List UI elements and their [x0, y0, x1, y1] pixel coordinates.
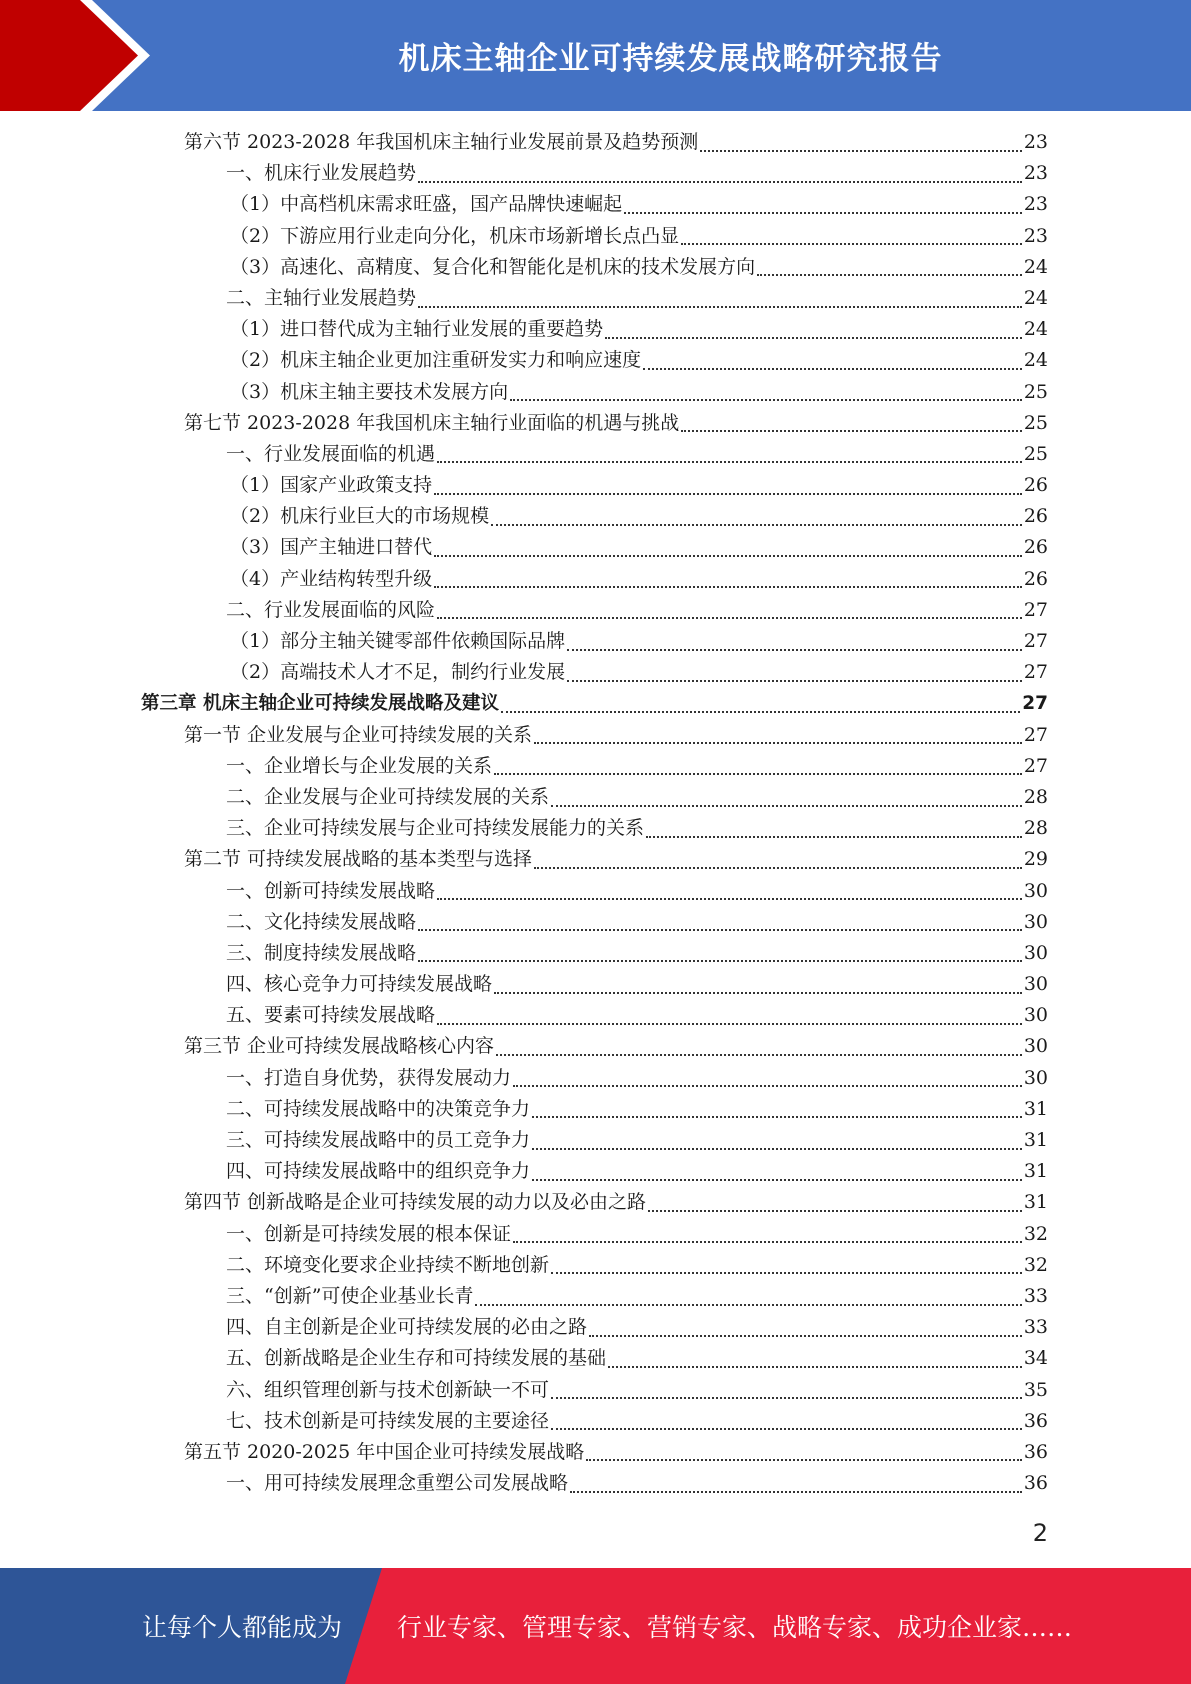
red-chevron-icon	[0, 0, 160, 111]
toc-entry[interactable]	[0, 1125, 1191, 1156]
toc-entry[interactable]	[0, 470, 1191, 501]
toc-entry-page: 27	[1023, 598, 1048, 621]
toc-entry-page: 33	[1023, 1316, 1048, 1339]
toc-entry-page: 23	[1023, 224, 1048, 247]
toc-section[interactable]	[0, 408, 1191, 439]
toc-entry-page: 28	[1023, 817, 1048, 840]
toc-entry[interactable]	[0, 1343, 1191, 1374]
toc-entry-page: 27	[1022, 693, 1048, 715]
toc-entry-title: 一、行业发展面临的机遇	[226, 442, 436, 465]
dot-leader	[418, 306, 1022, 308]
toc-entry-title: 第二节 可持续发展战略的基本类型与选择	[184, 848, 533, 871]
toc-entry-page: 34	[1023, 1347, 1048, 1370]
toc-entry[interactable]	[0, 252, 1191, 283]
toc-entry-title: 五、要素可持续发展战略	[226, 1004, 436, 1027]
dot-leader	[437, 898, 1022, 900]
dot-leader	[624, 212, 1022, 214]
toc-entry[interactable]	[0, 595, 1191, 626]
page-header	[0, 0, 1191, 111]
toc-entry[interactable]	[0, 1375, 1191, 1406]
toc-entry-page: 35	[1023, 1378, 1048, 1401]
toc-entry-page: 23	[1023, 162, 1048, 185]
toc-entry-page: 36	[1023, 1472, 1048, 1495]
toc-entry-page: 28	[1023, 785, 1048, 808]
dot-leader	[567, 649, 1022, 651]
toc-entry[interactable]	[0, 1312, 1191, 1343]
toc-entry-title: 五、创新战略是企业生存和可持续发展的基础	[226, 1347, 607, 1370]
dot-leader	[494, 992, 1022, 994]
toc-entry-title: 二、企业发展与企业可持续发展的关系	[226, 785, 550, 808]
dot-leader	[586, 1459, 1022, 1461]
dot-leader	[532, 1179, 1022, 1181]
toc-entry[interactable]	[0, 532, 1191, 563]
toc-entry[interactable]	[0, 657, 1191, 688]
toc-section[interactable]	[0, 127, 1191, 158]
toc-entry-title: 一、创新是可持续发展的根本保证	[226, 1222, 512, 1245]
toc-entry-title: （1）进口替代成为主轴行业发展的重要趋势	[230, 318, 604, 341]
dot-leader	[532, 1148, 1022, 1150]
toc-entry-page: 36	[1023, 1440, 1048, 1463]
toc-entry-page: 27	[1023, 630, 1048, 652]
toc-entry[interactable]	[0, 938, 1191, 969]
dot-leader	[475, 1304, 1021, 1306]
toc-entry-title: 第七节 2023-2028 年我国机床主轴行业面临的机遇与挑战	[184, 411, 680, 434]
toc-entry-title: 四、核心竞争力可持续发展战略	[226, 973, 493, 996]
footer-slogan-left: 让每个人都能成为	[142, 1613, 343, 1642]
toc-entry-title: 六、组织管理创新与技术创新缺一不可	[226, 1378, 550, 1401]
dot-leader	[434, 493, 1022, 495]
toc-entry-title: 二、行业发展面临的风险	[226, 598, 436, 621]
toc-entry-title: （4）产业结构转型升级	[230, 567, 433, 590]
toc-entry-title: （2）机床主轴企业更加注重研发实力和响应速度	[230, 349, 642, 372]
toc-entry[interactable]	[0, 1000, 1191, 1031]
toc-entry[interactable]	[0, 876, 1191, 907]
toc-entry[interactable]	[0, 969, 1191, 1000]
dot-leader	[434, 586, 1022, 588]
toc-entry[interactable]	[0, 751, 1191, 782]
toc-section[interactable]	[0, 844, 1191, 875]
dot-leader	[513, 1241, 1022, 1243]
toc-entry-page: 24	[1023, 349, 1048, 372]
toc-entry[interactable]	[0, 345, 1191, 376]
toc-entry-page: 30	[1023, 1066, 1048, 1089]
toc-entry-title: 三、可持续发展战略中的员工竞争力	[226, 1129, 531, 1151]
toc-entry-page: 30	[1023, 1004, 1048, 1027]
toc-entry-title: 四、自主创新是企业可持续发展的必由之路	[226, 1316, 588, 1339]
toc-entry[interactable]	[0, 564, 1191, 595]
toc-entry-page: 23	[1023, 131, 1048, 153]
toc-section[interactable]	[0, 1187, 1191, 1218]
toc-entry[interactable]	[0, 1468, 1191, 1499]
toc-entry-title: 二、可持续发展战略中的决策竞争力	[226, 1097, 531, 1120]
toc-entry-title: 第三节 企业可持续发展战略核心内容	[184, 1035, 495, 1058]
toc-entry-page: 26	[1023, 567, 1048, 590]
toc-entry-title: 第五节 2020-2025 年中国企业可持续发展战略	[184, 1440, 585, 1463]
toc-entry-page: 27	[1023, 754, 1048, 777]
toc-entry[interactable]	[0, 1219, 1191, 1250]
toc-entry-page: 32	[1023, 1253, 1048, 1276]
dot-leader	[418, 960, 1022, 962]
toc-section[interactable]	[0, 1031, 1191, 1062]
dot-leader	[605, 337, 1022, 339]
dot-leader	[570, 1491, 1022, 1493]
toc-entry[interactable]	[0, 782, 1191, 813]
toc-entry[interactable]	[0, 907, 1191, 938]
dot-leader	[532, 1116, 1022, 1118]
toc-entry-title: （2）机床行业巨大的市场规模	[230, 505, 490, 528]
dot-leader	[501, 711, 1020, 713]
toc-entry[interactable]	[0, 189, 1191, 220]
toc-entry-title: 三、制度持续发展战略	[226, 941, 417, 964]
toc-entry-title: 四、可持续发展战略中的组织竞争力	[226, 1160, 531, 1183]
toc-entry-page: 31	[1023, 1191, 1048, 1214]
dot-leader	[608, 1366, 1022, 1368]
dot-leader	[681, 430, 1022, 432]
toc-entry-title: （2）高端技术人才不足，制约行业发展	[230, 661, 566, 684]
dot-leader	[494, 773, 1022, 775]
dot-leader	[681, 243, 1022, 245]
toc-entry-page: 31	[1023, 1129, 1048, 1151]
toc-entry-title: （1）部分主轴关键零部件依赖国际品牌	[230, 630, 566, 652]
toc-entry[interactable]	[0, 1063, 1191, 1094]
toc-entry[interactable]	[0, 1281, 1191, 1312]
toc-section[interactable]	[0, 1437, 1191, 1468]
toc-entry-title: （3）机床主轴主要技术发展方向	[230, 380, 509, 403]
toc-entry-page: 24	[1023, 255, 1048, 278]
dot-leader	[434, 555, 1022, 557]
toc-entry-title: （2）下游应用行业走向分化，机床市场新增长点凸显	[230, 224, 680, 247]
toc-entry-page: 24	[1023, 318, 1048, 341]
toc-entry-page: 26	[1023, 505, 1048, 528]
footer-slogan-right: 行业专家、管理专家、营销专家、战略专家、成功企业家……	[397, 1613, 1073, 1642]
dot-leader	[437, 617, 1022, 619]
dot-leader	[496, 1054, 1022, 1056]
toc-entry[interactable]	[0, 1156, 1191, 1187]
dot-leader	[646, 836, 1022, 838]
toc-entry-title: 第一节 企业发展与企业可持续发展的关系	[184, 723, 533, 746]
toc-entry-page: 32	[1023, 1222, 1048, 1245]
dot-leader	[437, 461, 1022, 463]
toc-entry-page: 25	[1023, 411, 1048, 434]
toc-entry-title: （1）中高档机床需求旺盛，国产品牌快速崛起	[230, 193, 623, 216]
toc-entry-page: 26	[1023, 536, 1048, 559]
toc-entry[interactable]	[0, 626, 1191, 657]
toc-entry-page: 30	[1023, 879, 1048, 902]
dot-leader	[513, 1085, 1022, 1087]
toc-entry-page: 25	[1023, 380, 1048, 403]
toc-section[interactable]	[0, 720, 1191, 751]
page-number: 2	[1032, 1519, 1048, 1547]
toc-entry-page: 27	[1023, 723, 1048, 746]
toc-entry-page: 24	[1023, 286, 1048, 309]
toc-entry-page: 36	[1023, 1409, 1048, 1432]
toc-entry-page: 30	[1023, 973, 1048, 996]
dot-leader	[757, 274, 1022, 276]
dot-leader	[491, 524, 1022, 526]
toc-entry-title: （1）国家产业政策支持	[230, 474, 433, 497]
toc-entry-page: 31	[1023, 1160, 1048, 1183]
toc-entry-page: 29	[1023, 848, 1048, 871]
dot-leader	[551, 1428, 1022, 1430]
toc-entry[interactable]	[0, 439, 1191, 470]
dot-leader	[589, 1335, 1022, 1337]
report-title: 机床主轴企业可持续发展战略研究报告	[398, 41, 943, 77]
dot-leader	[567, 680, 1022, 682]
toc-entry[interactable]	[0, 158, 1191, 189]
toc-entry-title: 七、技术创新是可持续发展的主要途径	[226, 1409, 550, 1432]
toc-entry-page: 33	[1023, 1284, 1048, 1307]
dot-leader	[551, 805, 1022, 807]
toc-entry-page: 30	[1023, 1035, 1048, 1058]
toc-chapter[interactable]	[0, 688, 1191, 719]
toc-entry-page: 26	[1023, 474, 1048, 497]
dot-leader	[534, 742, 1022, 744]
toc-entry[interactable]	[0, 813, 1191, 844]
page-footer	[0, 1568, 1191, 1684]
toc-entry-title: 一、用可持续发展理念重塑公司发展战略	[226, 1472, 569, 1495]
toc-entry-title: （3）国产主轴进口替代	[230, 536, 433, 559]
dot-leader	[551, 1397, 1022, 1399]
dot-leader	[700, 150, 1022, 152]
toc-entry-title: 二、文化持续发展战略	[226, 910, 417, 933]
dot-leader	[643, 368, 1022, 370]
toc-entry-title: 第三章 机床主轴企业可持续发展战略及建议	[141, 693, 499, 715]
toc-entry-title: 第四节 创新战略是企业可持续发展的动力以及必由之路	[184, 1191, 647, 1214]
toc-entry-title: 三、“创新”可使企业基业长青	[226, 1284, 474, 1307]
toc-entry[interactable]	[0, 1094, 1191, 1125]
toc-entry-title: 一、机床行业发展趋势	[226, 162, 417, 185]
dot-leader	[418, 929, 1022, 931]
toc-entry-title: 一、打造自身优势，获得发展动力	[226, 1066, 512, 1089]
toc-entry[interactable]	[0, 283, 1191, 314]
toc-entry-title: 第六节 2023-2028 年我国机床主轴行业发展前景及趋势预测	[184, 131, 699, 153]
toc-entry-page: 30	[1023, 910, 1048, 933]
toc-entry[interactable]	[0, 1406, 1191, 1437]
dot-leader	[648, 1210, 1022, 1212]
toc-entry[interactable]	[0, 314, 1191, 345]
toc-entry-page: 30	[1023, 941, 1048, 964]
toc-entry-page: 23	[1023, 193, 1048, 216]
dot-leader	[510, 399, 1022, 401]
toc-entry[interactable]	[0, 377, 1191, 408]
dot-leader	[418, 181, 1022, 183]
dot-leader	[551, 1272, 1022, 1274]
toc-entry-title: 二、主轴行业发展趋势	[226, 286, 417, 309]
table-of-contents	[0, 127, 1191, 1499]
dot-leader	[534, 867, 1022, 869]
toc-entry-page: 25	[1023, 442, 1048, 465]
toc-entry-title: 三、企业可持续发展与企业可持续发展能力的关系	[226, 817, 645, 840]
toc-entry-title: （3）高速化、高精度、复合化和智能化是机床的技术发展方向	[230, 255, 756, 278]
toc-entry-page: 27	[1023, 661, 1048, 684]
toc-entry[interactable]	[0, 1250, 1191, 1281]
toc-entry-title: 一、创新可持续发展战略	[226, 879, 436, 902]
toc-entry-title: 二、环境变化要求企业持续不断地创新	[226, 1253, 550, 1276]
toc-entry-page: 31	[1023, 1097, 1048, 1120]
dot-leader	[437, 1023, 1022, 1025]
toc-entry[interactable]	[0, 221, 1191, 252]
toc-entry[interactable]	[0, 501, 1191, 532]
toc-entry-title: 一、企业增长与企业发展的关系	[226, 754, 493, 777]
